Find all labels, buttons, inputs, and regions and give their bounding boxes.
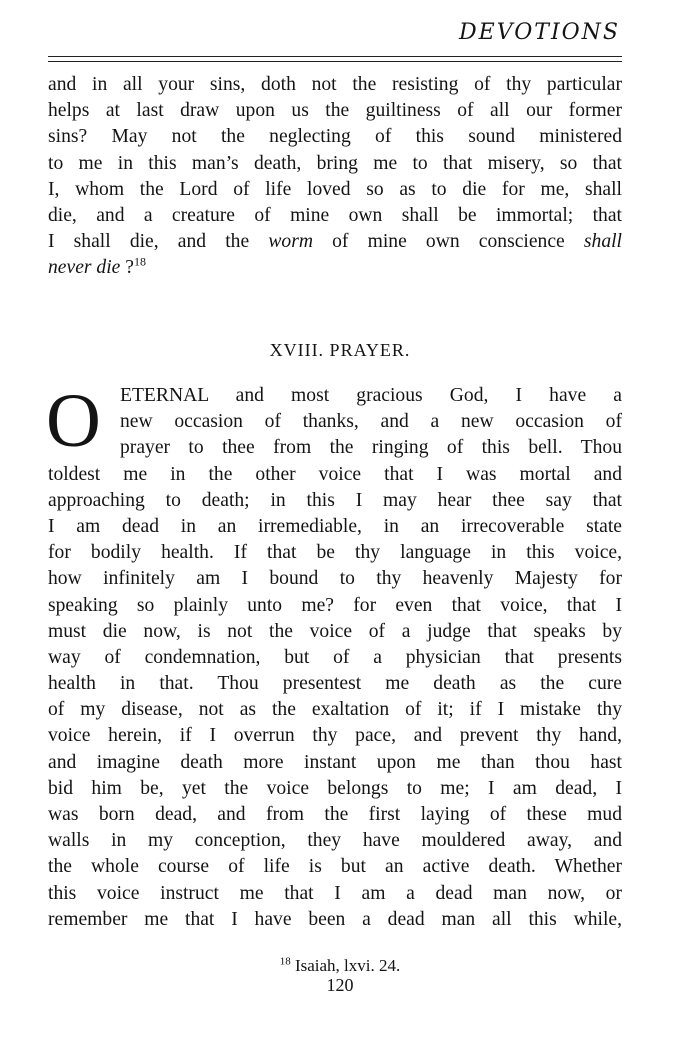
text-line: the whole course of life is but an active death. Whether — [48, 856, 622, 878]
text-line: die, and a creature of mine own shall be immortal; that — [48, 204, 622, 226]
text-segment: I shall die, and the — [48, 231, 269, 253]
footnote-text: Isaiah, lxvi. 24. — [294, 956, 401, 975]
paragraph-continuation — [48, 72, 622, 282]
page-number: 120 — [326, 975, 354, 995]
text-line: I, whom the Lord of life loved so as to die for me, shall — [48, 178, 622, 200]
text-line — [48, 255, 622, 281]
footnote-reference: 18 — [133, 254, 146, 269]
text-line: approaching to death; in this I may hear thee say that — [48, 489, 622, 511]
text-line: health in that. Thou presentest me death as the cure — [48, 673, 622, 695]
section-heading: XVIII. PRAYER. — [269, 340, 411, 360]
text-line: ETERNAL and most gracious God, I have a — [120, 385, 622, 406]
prayer-paragraph — [46, 379, 622, 933]
text-line: and imagine death more instant upon me than thou hast — [48, 751, 622, 773]
italic-phrase: never die — [48, 257, 121, 279]
text-line — [48, 229, 622, 255]
footnote-number: 18 — [279, 955, 291, 968]
text-line: toldest me in the other voice that I was mortal and — [48, 463, 622, 485]
text-line: bid him be, yet the voice belongs to me; I am dead, I — [48, 777, 622, 799]
text-line: sins? May not the neglecting of this sound ministered — [48, 126, 622, 148]
text-line: how infinitely am I bound to thy heavenly Majesty for — [48, 568, 622, 590]
text-line: way of condemnation, but of a physician that presents — [48, 646, 622, 668]
text-line: must die now, is not the voice of a judge that speaks by — [48, 620, 622, 642]
running-head: DEVOTIONS — [459, 20, 620, 45]
text-line: voice herein, if I overrun thy pace, and prevent thy hand, — [48, 725, 622, 747]
text-line: this voice instruct me that I am a dead man now, or — [48, 882, 622, 904]
text-line: helps at last draw upon us the guiltiness of all our former — [48, 100, 622, 122]
text-line: speaking so plainly unto me? for even that voice, that I — [48, 594, 622, 616]
drop-cap: O — [46, 379, 101, 463]
text-line: for bodily health. If that be thy language in this voice, — [48, 542, 622, 564]
footnote — [0, 956, 680, 976]
text-line: remember me that I have been a dead man all this while, — [48, 908, 622, 930]
header-rule-bottom — [48, 61, 622, 62]
text-line: walls in my conception, they have mouldered away, and — [48, 830, 622, 852]
text-line: was born dead, and from the first laying of these mud — [48, 804, 622, 825]
text-line: to me in this man’s death, bring me to that misery, so that — [48, 152, 622, 174]
italic-word: shall — [583, 231, 622, 253]
italic-word: worm — [268, 231, 313, 253]
text-line: and in all your sins, doth not the resisting of thy particular — [48, 74, 622, 95]
header-rule-top — [48, 56, 622, 57]
punctuation: ? — [120, 257, 134, 279]
text-line: prayer to thee from the ringing of this bell. Thou — [120, 437, 622, 459]
text-segment: of mine own conscience — [312, 231, 584, 253]
text-line: of my disease, not as the exaltation of it; if I mistake thy — [48, 699, 622, 721]
text-line: new occasion of thanks, and a new occasion of — [120, 411, 622, 433]
text-line: I am dead in an irremediable, in an irrecoverable state — [48, 515, 622, 537]
